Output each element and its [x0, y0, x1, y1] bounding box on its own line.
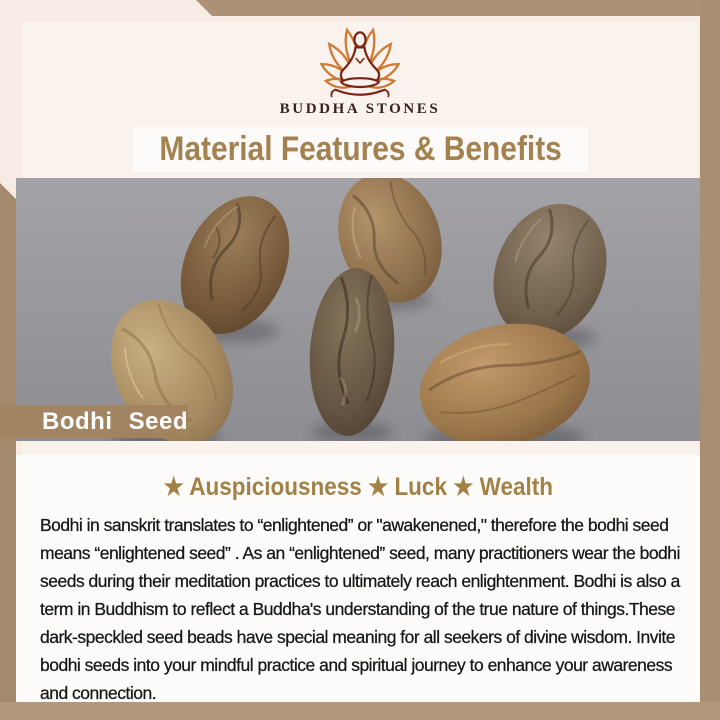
photo-label: Bodhi Seed	[42, 407, 189, 435]
photo-label-badge	[0, 405, 188, 438]
section-title: Material Features & Benefits	[159, 130, 562, 168]
benefits-heading	[16, 472, 700, 502]
section-banner	[133, 127, 588, 172]
benefits-heading-text: ★ Auspiciousness ★ Luck ★ Wealth	[163, 473, 553, 501]
frame-top-band	[0, 0, 720, 16]
lotus-meditation-icon	[293, 24, 427, 102]
brand-name: BUDDHA STONES	[279, 101, 441, 117]
benefits-panel	[16, 455, 700, 702]
bodhi-seeds-photo	[16, 178, 700, 441]
benefits-description: Bodhi in sanskrit translates to “enlightened” or "awakenened," therefore the bodhi seed means “enlightened seed” . As an “enlightened” seed, many practitioners wear the bodhi seeds during their meditation practices to ultimately reach enlightenment. Bodhi is also a term in Buddhism to reflect a Buddha's understanding of the true nature of things.These dark-speckled seed beads have special meaning for all seekers of divine wisdom. Invite bodhi seeds into your mindful practice and spiritual journey to enhance your awareness and connection.	[40, 515, 680, 703]
